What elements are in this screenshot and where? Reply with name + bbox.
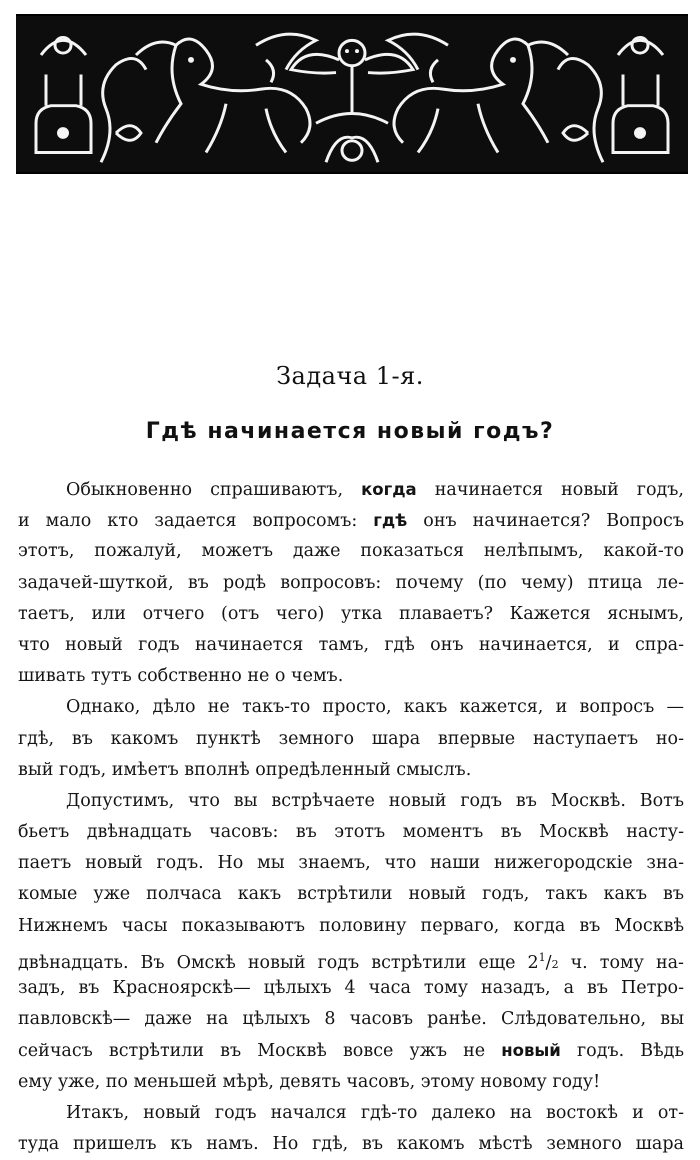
ornament-illustration: [16, 16, 688, 172]
paragraph-1-line-6: что новый годъ начинается тамъ, гдѣ онъ начинается, и спра-: [18, 634, 684, 655]
paragraph-3-line-10: ему уже, по меньшей мѣрѣ, девять часовъ, этому новому году!: [18, 1071, 601, 1092]
paragraph-2-line-3: вый годъ, имѣетъ вполнѣ опредѣленный смыслъ.: [18, 759, 472, 780]
paragraph-2-line-2: гдѣ, въ какомъ пунктѣ земного шара впервые наступаетъ но-: [18, 728, 684, 749]
text-run: ч. тому на-: [570, 952, 684, 973]
paragraph-2-line-1: Однако, дѣло не такъ-то просто, какъ кажется, и вопросъ —: [66, 697, 684, 718]
text-run: и мало кто задается вопросомъ:: [18, 511, 358, 532]
problem-title: Гдѣ начинается новый годъ?: [145, 419, 555, 444]
text-run: Обыкновенно спрашиваютъ,: [66, 480, 344, 500]
paragraph-3-line-6: [18, 942, 684, 973]
paragraph-3-line-8: павловскѣ— даже на цѣлыхъ 8 часовъ ранѣе. Слѣдовательно, вы: [18, 1009, 684, 1030]
text-run: сейчасъ встрѣтили въ Москвѣ вовсе ужъ не: [18, 1041, 486, 1062]
text-run: онъ начинается? Вопросъ: [423, 511, 684, 532]
paragraph-3-line-1: Допустимъ, что вы встрѣчаете новый годъ въ Москвѣ. Вотъ: [66, 790, 684, 811]
text-run: годъ. Вѣдь: [576, 1041, 684, 1062]
fraction-numerator: 1: [538, 950, 546, 964]
fraction-denominator: 2: [551, 957, 559, 971]
problem-number: Задача 1-я.: [276, 362, 424, 390]
paragraph-4-line-1: Итакъ, новый годъ начался гдѣ-то далеко на востокѣ и от-: [66, 1102, 684, 1123]
emphasis-where: гдѣ: [373, 511, 408, 531]
text-run: двѣнадцать. Въ Омскѣ новый годъ встрѣтили еще 2: [18, 952, 539, 973]
emphasis-new: новый: [501, 1041, 561, 1061]
paragraph-4-line-2: туда пришелъ къ намъ. Но гдѣ, въ какомъ мѣстѣ земного шара: [18, 1133, 684, 1154]
paragraph-1-line-3: этотъ, пожалуй, можетъ даже показаться нелѣпымъ, какой-то: [18, 541, 684, 562]
paragraph-1-line-7: шивать тутъ собственно не о чемъ.: [18, 666, 344, 687]
paragraph-3-line-5: Нижнемъ часы показываютъ половину перваго, когда въ Москвѣ: [18, 915, 684, 936]
paragraph-3-line-9: [18, 1035, 684, 1066]
paragraph-3-line-3: паетъ новый годъ. Но мы знаемъ, что наши нижегородскіе зна-: [18, 853, 684, 874]
paragraph-3-line-2: бьетъ двѣнадцать часовъ: въ этотъ моментъ въ Москвѣ насту-: [18, 822, 684, 843]
header-ornament: [16, 14, 688, 174]
text-run: начинается новый годъ,: [434, 480, 684, 500]
paragraph-1-line-4: задачей-шуткой, въ родѣ вопросовъ: почему (по чему) птица ле-: [18, 572, 684, 593]
paragraph-1-line-1: [18, 474, 684, 505]
paragraph-1-line-5: таетъ, или отчего (отъ чего) утка плаваетъ? Кажется яснымъ,: [18, 603, 684, 624]
paragraph-1-line-2: [18, 505, 684, 536]
paragraph-3-line-4: комые уже полчаса какъ встрѣтили новый годъ, такъ какъ въ: [18, 884, 684, 905]
fraction-slash: /: [545, 952, 552, 973]
emphasis-when: когда: [361, 480, 417, 499]
paragraph-3-line-7: задъ, въ Красноярскѣ— цѣлыхъ 4 часа тому назадъ, а въ Петро-: [18, 978, 684, 998]
body-text: [18, 474, 684, 1160]
